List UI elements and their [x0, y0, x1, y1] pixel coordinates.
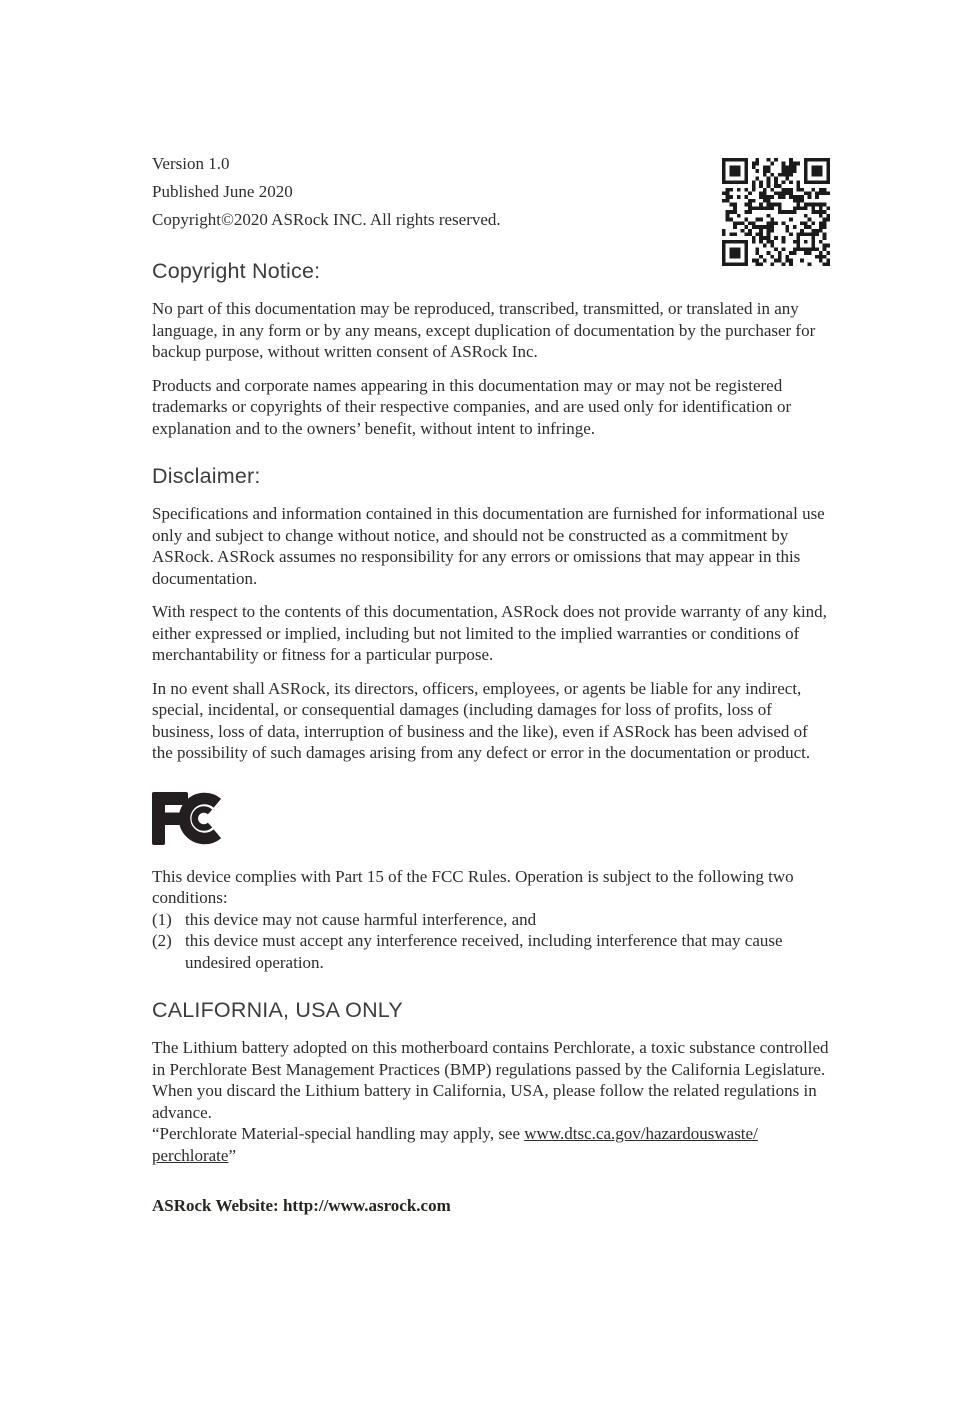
california-body: The Lithium battery adopted on this motherboard contains Perchlorate, a toxic substance controlled in Perchlorate Best Management Practices (BMP) regulations passed by the California Legislature. When you discard the Lithium battery in California, USA, please follow the related regulations in advance. — [152, 1038, 829, 1122]
fcc-condition-text: this device may not cause harmful interference, and — [185, 909, 537, 929]
page-content — [152, 150, 832, 1216]
version-line: Version 1.0 — [152, 154, 230, 173]
disclaimer-para-2: With respect to the contents of this documentation, ASRock does not provide warranty of any kind, either expressed or implied, including but not limited to the implied warranties or conditions of merchantability or fitness for a particular purpose. — [152, 602, 827, 664]
california-heading: CALIFORNIA, USA ONLY — [152, 998, 403, 1022]
fcc-logo — [152, 792, 232, 846]
disclaimer-para-3: In no event shall ASRock, its directors, officers, employees, or agents be liable for any indirect, special, incidental, or consequential damages (including damages for loss of profits, loss of business, loss of data, interruption of business and the like), even if ASRock has been advised of the possibility of such damages arising from any defect or error in the documentation or product. — [152, 678, 811, 762]
copyright-notice-para-1: No part of this documentation may be reproduced, transcribed, transmitted, or translated in any language, in any form or by any means, except duplication of documentation by the purchaser for backup purpose, without written consent of ASRock Inc. — [152, 299, 816, 361]
hazardouswaste-link-line1[interactable]: www.dtsc.ca.gov/hazardouswaste/ — [524, 1124, 758, 1143]
fcc-condition-text: this device must accept any interference received, including interference that may cause undesired operation. — [185, 931, 783, 972]
disclaimer-para-1: Specifications and information contained in this documentation are furnished for informational use only and subject to change without notice, and should not be constructed as a commitment by ASRock. ASRock assumes no responsibility for any errors or omissions that may appear in this documentation. — [152, 504, 825, 588]
published-line: Published June 2020 — [152, 182, 293, 201]
fcc-condition-number: (1) — [152, 909, 172, 929]
perchlorate-note — [152, 1123, 832, 1166]
fcc-statement: This device complies with Part 15 of the FCC Rules. Operation is subject to the following two conditions: — [152, 866, 794, 907]
fcc-condition-number: (2) — [152, 931, 172, 950]
copyright-notice-heading: Copyright Notice: — [152, 259, 321, 283]
perchlorate-quote-suffix: ” — [228, 1145, 236, 1165]
disclaimer-heading: Disclaimer: — [152, 464, 261, 488]
hazardouswaste-link-line2[interactable]: perchlorate — [152, 1145, 229, 1165]
copyright-notice-para-2: Products and corporate names appearing in this documentation may or may not be registered trademarks or copyrights of their respective companies, and are used only for identification or explanation and to the owners’ benefit, without intent to infringe. — [152, 375, 792, 438]
copyright-line: Copyright©2020 ASRock INC. All rights reserved. — [152, 210, 501, 229]
publication-info — [152, 150, 832, 234]
asrock-website-line: ASRock Website: http://www.asrock.com — [152, 1196, 451, 1215]
fcc-conditions-list — [152, 909, 832, 974]
perchlorate-quote-prefix: “Perchlorate Material-special handling may apply, see — [152, 1124, 525, 1143]
fcc-condition-item — [152, 909, 832, 931]
fcc-condition-item — [152, 930, 832, 973]
